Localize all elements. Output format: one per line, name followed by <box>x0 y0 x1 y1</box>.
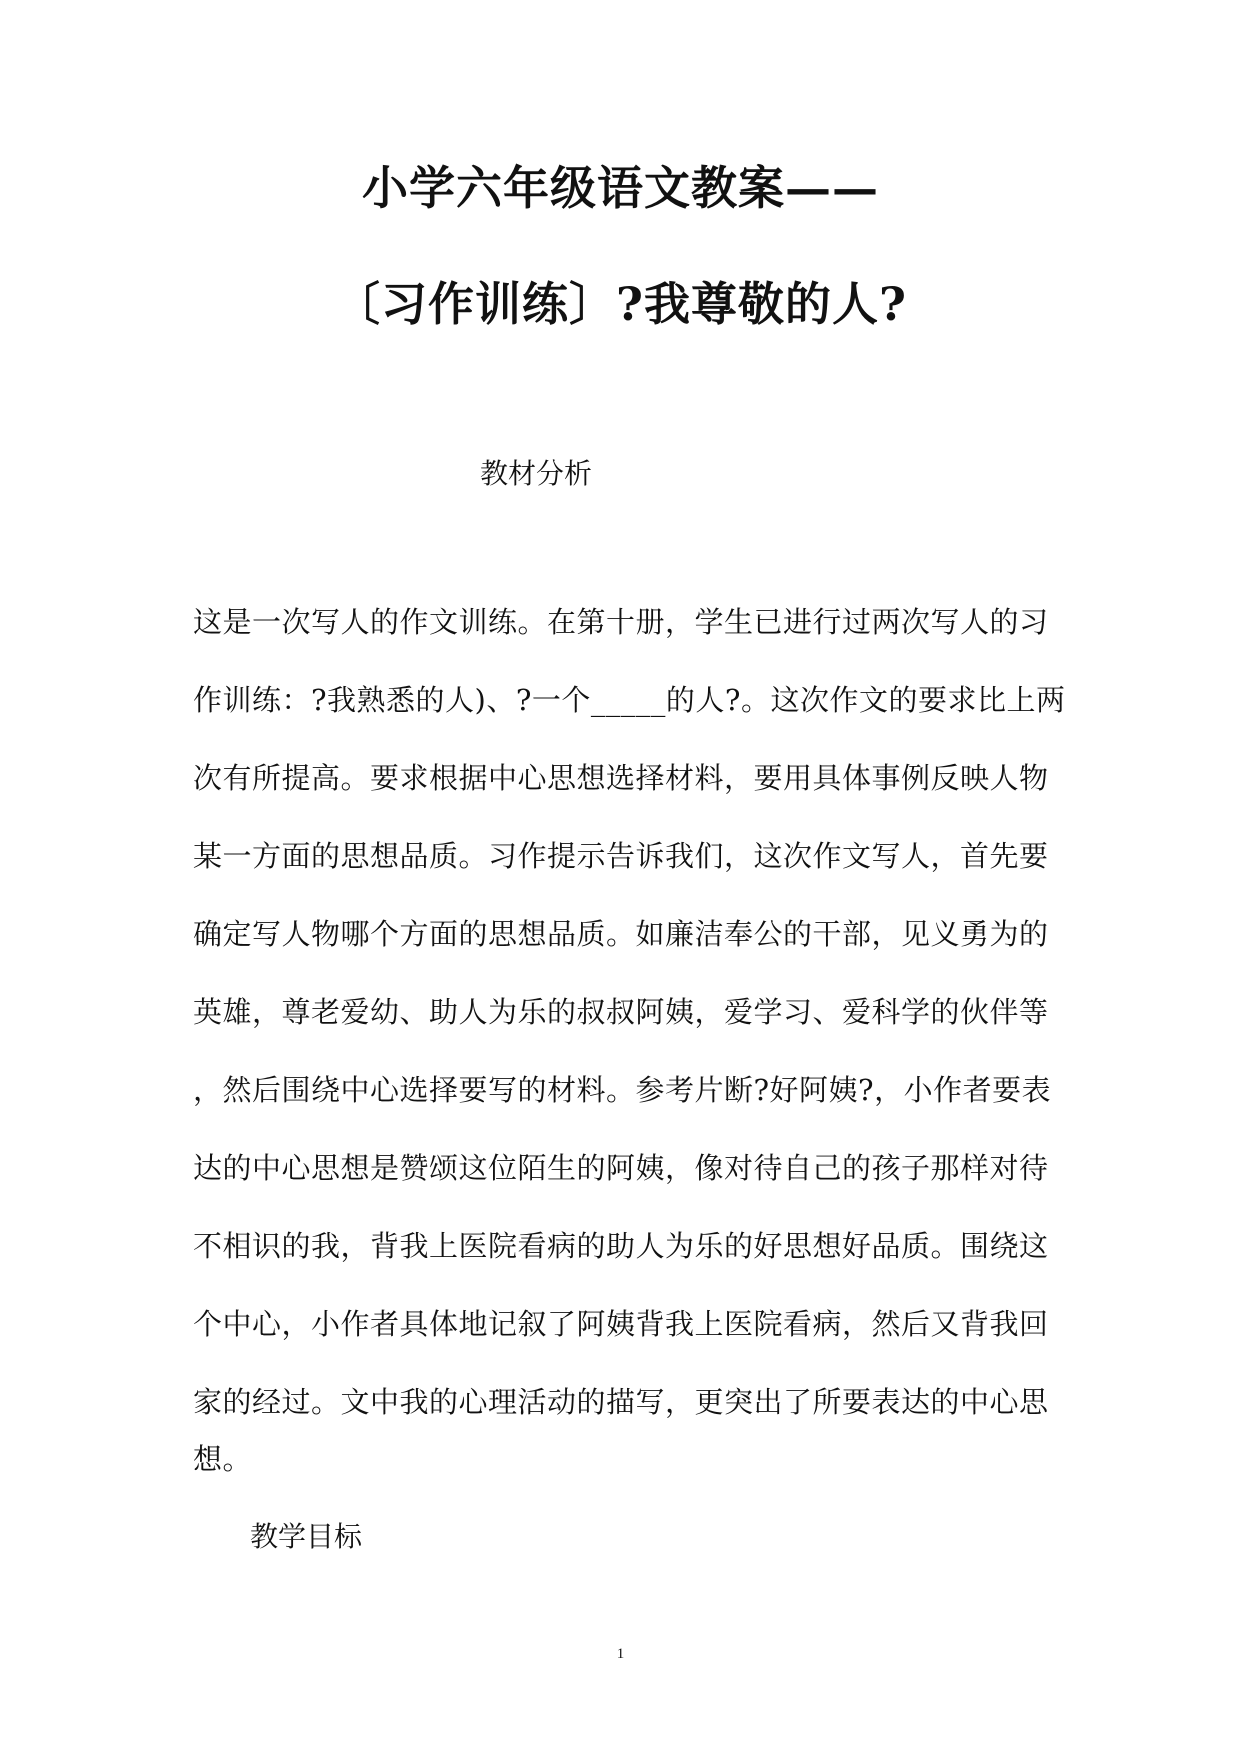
body-text-line-10: 个中心，小作者具体地记叙了阿姨背我上医院看病，然后又背我回 <box>193 1307 1049 1341</box>
body-text-line-7: ，然后围绕中心选择要写的材料。参考片断?好阿姨?，小作者要表 <box>193 1073 1052 1107</box>
section-heading-teaching-goals: 教学目标 <box>250 1520 363 1553</box>
document-title-line-1: 小学六年级语文教案—— <box>362 161 879 215</box>
body-text-line-8: 达的中心思想是赞颂这位陌生的阿姨，像对待自己的孩子那样对待 <box>193 1151 1049 1185</box>
body-text-line-1: 这是一次写人的作文训练。在第十册，学生已进行过两次写人的习 <box>193 605 1049 639</box>
body-text-line-12: 想。 <box>193 1442 253 1476</box>
section-heading-material-analysis: 教材分析 <box>480 457 593 490</box>
body-text-line-2: 作训练：?我熟悉的人)、?一个_____的人?。这次作文的要求比上两 <box>193 683 1066 717</box>
body-text-line-9: 不相识的我，背我上医院看病的助人为乐的好思想好品质。围绕这 <box>193 1229 1049 1263</box>
body-text-line-11: 家的经过。文中我的心理活动的描写，更突出了所要表达的中心思 <box>193 1385 1049 1419</box>
body-text-line-5: 确定写人物哪个方面的思想品质。如廉洁奉公的干部，见义勇为的 <box>193 917 1049 951</box>
document-title-line-2: 〔习作训练〕?我尊敬的人? <box>334 277 907 331</box>
body-text-line-3: 次有所提高。要求根据中心思想选择材料，要用具体事例反映人物 <box>193 761 1049 795</box>
body-text-line-6: 英雄，尊老爱幼、助人为乐的叔叔阿姨，爱学习、爱科学的伙伴等 <box>193 995 1049 1029</box>
page-number: 1 <box>616 1646 625 1662</box>
body-text-line-4: 某一方面的思想品质。习作提示告诉我们，这次作文写人，首先要 <box>193 839 1049 873</box>
